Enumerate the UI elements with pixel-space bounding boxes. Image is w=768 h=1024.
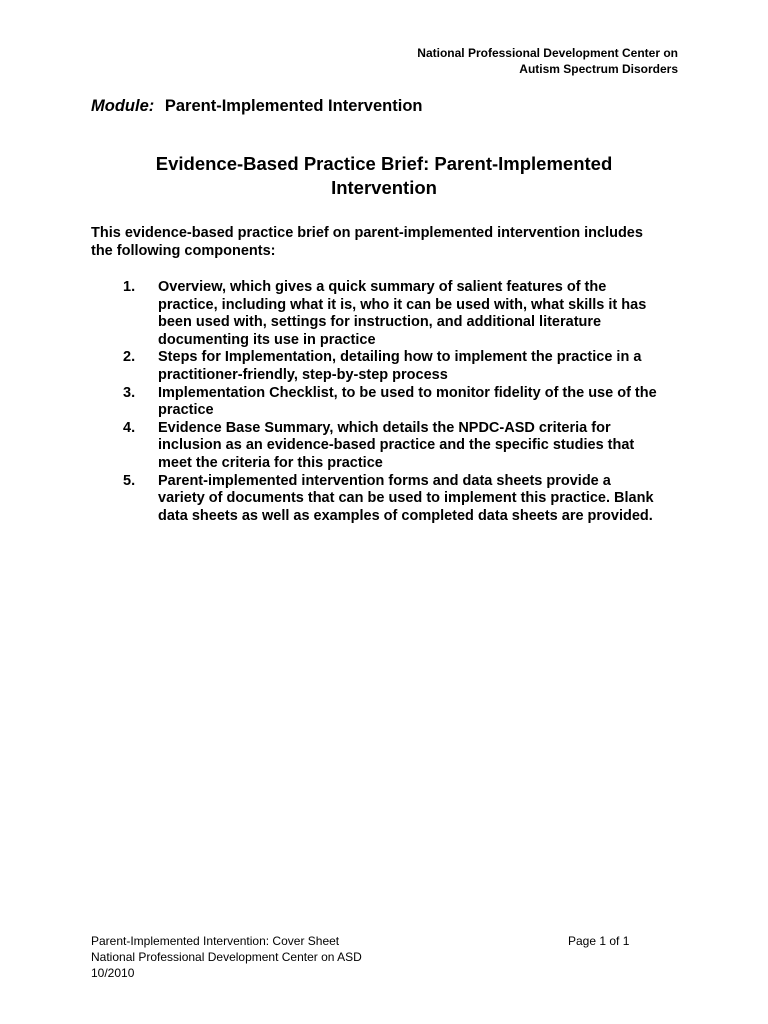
- document-title-line-1: Evidence-Based Practice Brief: Parent-Implemented: [155, 153, 613, 174]
- organization-header: [417, 45, 678, 77]
- list-item-line: Parent-implemented intervention forms and data sheets provide a: [158, 472, 611, 489]
- list-item-number: 2.: [123, 349, 136, 366]
- list-item-line: practitioner-friendly, step-by-step process: [158, 366, 448, 383]
- list-item-line: documenting its use in practice: [158, 331, 376, 348]
- list-item-line: variety of documents that can be used to implement this practice. Blank: [158, 490, 654, 507]
- module-heading: [91, 97, 422, 116]
- footer-line-1: Parent-Implemented Intervention: Cover Sheet: [91, 934, 340, 948]
- list-item-line: Steps for Implementation, detailing how to implement the practice in a: [158, 349, 642, 366]
- list-item-number: 1.: [123, 279, 136, 295]
- list-item: [91, 385, 691, 420]
- list-item-line: Overview, which gives a quick summary of salient features of the: [158, 279, 607, 295]
- intro-line-1: This evidence-based practice brief on parent-implemented intervention includes: [91, 225, 643, 241]
- list-item-line: practice, including what it is, who it can be used with, what skills it has: [158, 296, 647, 313]
- intro-line-2: the following components:: [91, 242, 276, 259]
- footer-date: 10/2010: [91, 966, 135, 980]
- org-name-line-1: National Professional Development Center on: [417, 46, 678, 60]
- list-item: [91, 349, 691, 384]
- footer-line-2: National Professional Development Center on ASD: [91, 950, 362, 964]
- intro-paragraph: [91, 225, 691, 260]
- list-item: [91, 473, 691, 526]
- list-item: [91, 279, 691, 349]
- footer: [91, 933, 362, 981]
- list-item-number: 5.: [123, 472, 136, 489]
- document-title-line-2: Intervention: [331, 177, 437, 198]
- components-list: [91, 279, 691, 525]
- module-name: Parent-Implemented Intervention: [164, 97, 423, 115]
- list-item: [91, 420, 691, 473]
- list-item-number: 4.: [123, 419, 136, 436]
- document-title: [84, 152, 684, 200]
- list-item-line: Evidence Base Summary, which details the NPDC-ASD criteria for: [158, 419, 611, 436]
- list-item-number: 3.: [123, 384, 136, 401]
- list-item-line: data sheets as well as examples of completed data sheets are provided.: [158, 507, 653, 524]
- list-item-line: been used with, settings for instruction, and additional literature: [158, 314, 602, 331]
- page-number: Page 1 of 1: [568, 934, 630, 948]
- list-item-line: Implementation Checklist, to be used to monitor fidelity of the use of the: [158, 384, 657, 401]
- list-item-line: practice: [158, 402, 214, 419]
- module-label: Module:: [91, 97, 155, 115]
- list-item-line: inclusion as an evidence-based practice and the specific studies that: [158, 437, 635, 454]
- list-item-line: meet the criteria for this practice: [158, 454, 383, 471]
- org-name-line-2: Autism Spectrum Disorders: [519, 62, 678, 76]
